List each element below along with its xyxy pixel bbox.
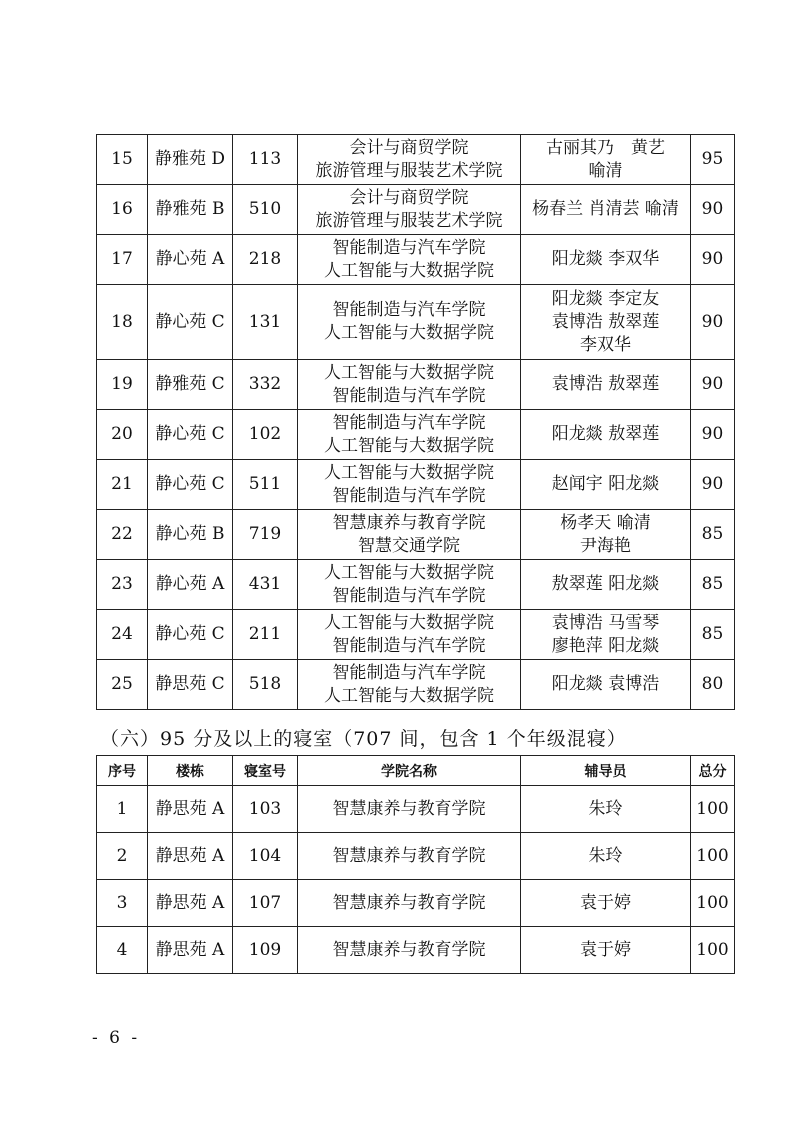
row-number: 4 [97,927,148,974]
room-cell: 102 [233,410,298,460]
college-cell-line: 会计与商贸学院 [349,187,469,208]
header-room: 寝室号 [233,756,298,786]
college-cell-line: 人工智能与大数据学院 [324,562,494,583]
college-cell [298,660,521,710]
college-cell [298,185,521,235]
college-cell-line: 旅游管理与服装艺术学院 [315,160,503,181]
college-cell [298,610,521,660]
counselor-cell-line: 李双华 [580,334,631,355]
dorm-score-table-continued [96,134,735,710]
room-cell: 104 [233,833,298,880]
college-cell-line: 人工智能与大数据学院 [324,462,494,483]
college-cell [298,460,521,510]
score-cell: 85 [691,560,735,610]
top-dorm-table-body [97,786,735,974]
table-row [97,410,735,460]
building-cell: 静心苑 A [148,560,233,610]
counselor-cell-line: 敖翠莲 阳龙燚 [551,574,660,594]
table-row [97,660,735,710]
building-cell: 静雅苑 C [148,360,233,410]
counselor-cell-line: 尹海艳 [580,535,631,556]
header-counselor: 辅导员 [521,756,691,786]
counselor-cell [521,610,691,660]
counselor-cell [521,360,691,410]
counselor-cell-line: 袁博浩 敖翠莲 [551,374,660,394]
college-cell: 智慧康养与教育学院 [298,786,521,833]
room-cell: 518 [233,660,298,710]
college-cell [298,285,521,360]
college-cell: 智慧康养与教育学院 [298,880,521,927]
building-cell: 静思苑 A [148,927,233,974]
counselor-cell-line: 杨春兰 肖清芸 喻清 [532,199,679,219]
room-cell: 218 [233,235,298,285]
room-cell: 131 [233,285,298,360]
counselor-cell-line: 袁博浩 敖翠莲 [551,311,660,332]
row-number: 23 [97,560,148,610]
header-building: 楼栋 [148,756,233,786]
counselor-cell-line: 杨孝天 喻清 [560,512,651,533]
table-row [97,360,735,410]
counselor-cell [521,185,691,235]
college-cell-line: 人工智能与大数据学院 [324,685,494,706]
college-cell-line: 智能制造与汽车学院 [332,635,486,656]
college-cell-line: 智能制造与汽车学院 [332,385,486,406]
table-row [97,610,735,660]
score-cell: 100 [691,833,735,880]
section-heading: （六）95 分及以上的寝室（707 间，包含 1 个年级混寝） [100,728,627,750]
counselor-cell: 袁于婷 [521,927,691,974]
table-row [97,833,735,880]
college-cell-line: 智慧康养与教育学院 [332,512,486,533]
table-header-row [97,756,735,786]
building-cell: 静心苑 C [148,410,233,460]
score-cell: 80 [691,660,735,710]
college-cell-line: 人工智能与大数据学院 [324,362,494,383]
score-cell: 90 [691,185,735,235]
row-number: 3 [97,880,148,927]
building-cell: 静雅苑 B [148,185,233,235]
counselor-cell-line: 阳龙燚 李定友 [551,288,660,309]
table-row [97,235,735,285]
table-row [97,927,735,974]
room-cell: 103 [233,786,298,833]
room-cell: 510 [233,185,298,235]
building-cell: 静思苑 C [148,660,233,710]
table-row [97,560,735,610]
counselor-cell [521,235,691,285]
counselor-cell [521,660,691,710]
college-cell-line: 智能制造与汽车学院 [332,300,486,320]
counselor-cell-line: 袁博浩 马雪琴 [551,612,660,633]
header-no: 序号 [97,756,148,786]
counselor-cell [521,560,691,610]
row-number: 2 [97,833,148,880]
row-number: 17 [97,235,148,285]
row-number: 22 [97,510,148,560]
table-row [97,510,735,560]
counselor-cell [521,410,691,460]
college-cell [298,360,521,410]
score-cell: 90 [691,360,735,410]
counselor-cell: 朱玲 [521,833,691,880]
college-cell-line: 智能制造与汽车学院 [332,412,486,433]
building-cell: 静心苑 C [148,285,233,360]
row-number: 1 [97,786,148,833]
college-cell-line: 智能制造与汽车学院 [332,662,486,683]
row-number: 20 [97,410,148,460]
building-cell: 静思苑 A [148,786,233,833]
college-cell [298,235,521,285]
college-cell [298,510,521,560]
room-cell: 211 [233,610,298,660]
row-number: 19 [97,360,148,410]
score-cell: 100 [691,927,735,974]
row-number: 21 [97,460,148,510]
table-row [97,880,735,927]
building-cell: 静心苑 A [148,235,233,285]
college-cell-line: 智能制造与汽车学院 [332,585,486,606]
table-row [97,185,735,235]
score-cell: 100 [691,880,735,927]
room-cell: 107 [233,880,298,927]
row-number: 24 [97,610,148,660]
college-cell-line: 智能制造与汽车学院 [332,485,486,506]
counselor-cell: 朱玲 [521,786,691,833]
score-cell: 90 [691,410,735,460]
building-cell: 静心苑 C [148,610,233,660]
room-cell: 109 [233,927,298,974]
college-cell-line: 人工智能与大数据学院 [324,323,494,343]
score-cell: 85 [691,610,735,660]
counselor-cell-line: 赵闻宇 阳龙燚 [551,474,660,494]
building-cell: 静心苑 C [148,460,233,510]
table-row [97,786,735,833]
score-cell: 85 [691,510,735,560]
college-cell-line: 人工智能与大数据学院 [324,435,494,456]
building-cell: 静思苑 A [148,833,233,880]
room-cell: 431 [233,560,298,610]
counselor-cell-line: 廖艳萍 阳龙燚 [551,635,660,656]
page-number: - 6 - [92,1028,141,1048]
counselor-cell: 袁于婷 [521,880,691,927]
row-number: 18 [97,285,148,360]
college-cell: 智慧康养与教育学院 [298,833,521,880]
counselor-cell [521,135,691,185]
header-score: 总分 [691,756,735,786]
room-cell: 719 [233,510,298,560]
college-cell-line: 智慧交通学院 [358,535,460,556]
dorm-score-table-body [97,135,735,710]
counselor-cell [521,460,691,510]
college-cell: 智慧康养与教育学院 [298,927,521,974]
room-cell: 332 [233,360,298,410]
college-cell-line: 会计与商贸学院 [349,137,469,158]
college-cell-line: 人工智能与大数据学院 [324,260,494,281]
counselor-cell-line: 阳龙燚 袁博浩 [551,674,660,694]
college-cell [298,410,521,460]
score-cell: 100 [691,786,735,833]
room-cell: 113 [233,135,298,185]
building-cell: 静思苑 A [148,880,233,927]
row-number: 25 [97,660,148,710]
header-college: 学院名称 [298,756,521,786]
college-cell-line: 人工智能与大数据学院 [324,612,494,633]
counselor-cell-line: 阳龙燚 敖翠莲 [551,424,660,444]
college-cell-line: 旅游管理与服装艺术学院 [315,210,503,231]
row-number: 15 [97,135,148,185]
counselor-cell [521,285,691,360]
counselor-cell [521,510,691,560]
counselor-cell-line: 喻清 [588,160,623,181]
building-cell: 静心苑 B [148,510,233,560]
score-cell: 90 [691,235,735,285]
table-row [97,285,735,360]
room-cell: 511 [233,460,298,510]
building-cell: 静雅苑 D [148,135,233,185]
counselor-cell-line: 阳龙燚 李双华 [551,249,660,269]
college-cell-line: 智能制造与汽车学院 [332,237,486,258]
row-number: 16 [97,185,148,235]
top-dorm-table [96,755,735,974]
score-cell: 95 [691,135,735,185]
table-row [97,135,735,185]
score-cell: 90 [691,285,735,360]
college-cell [298,560,521,610]
counselor-cell-line: 古丽其乃 黄艺 [546,137,665,158]
table-row [97,460,735,510]
score-cell: 90 [691,460,735,510]
college-cell [298,135,521,185]
